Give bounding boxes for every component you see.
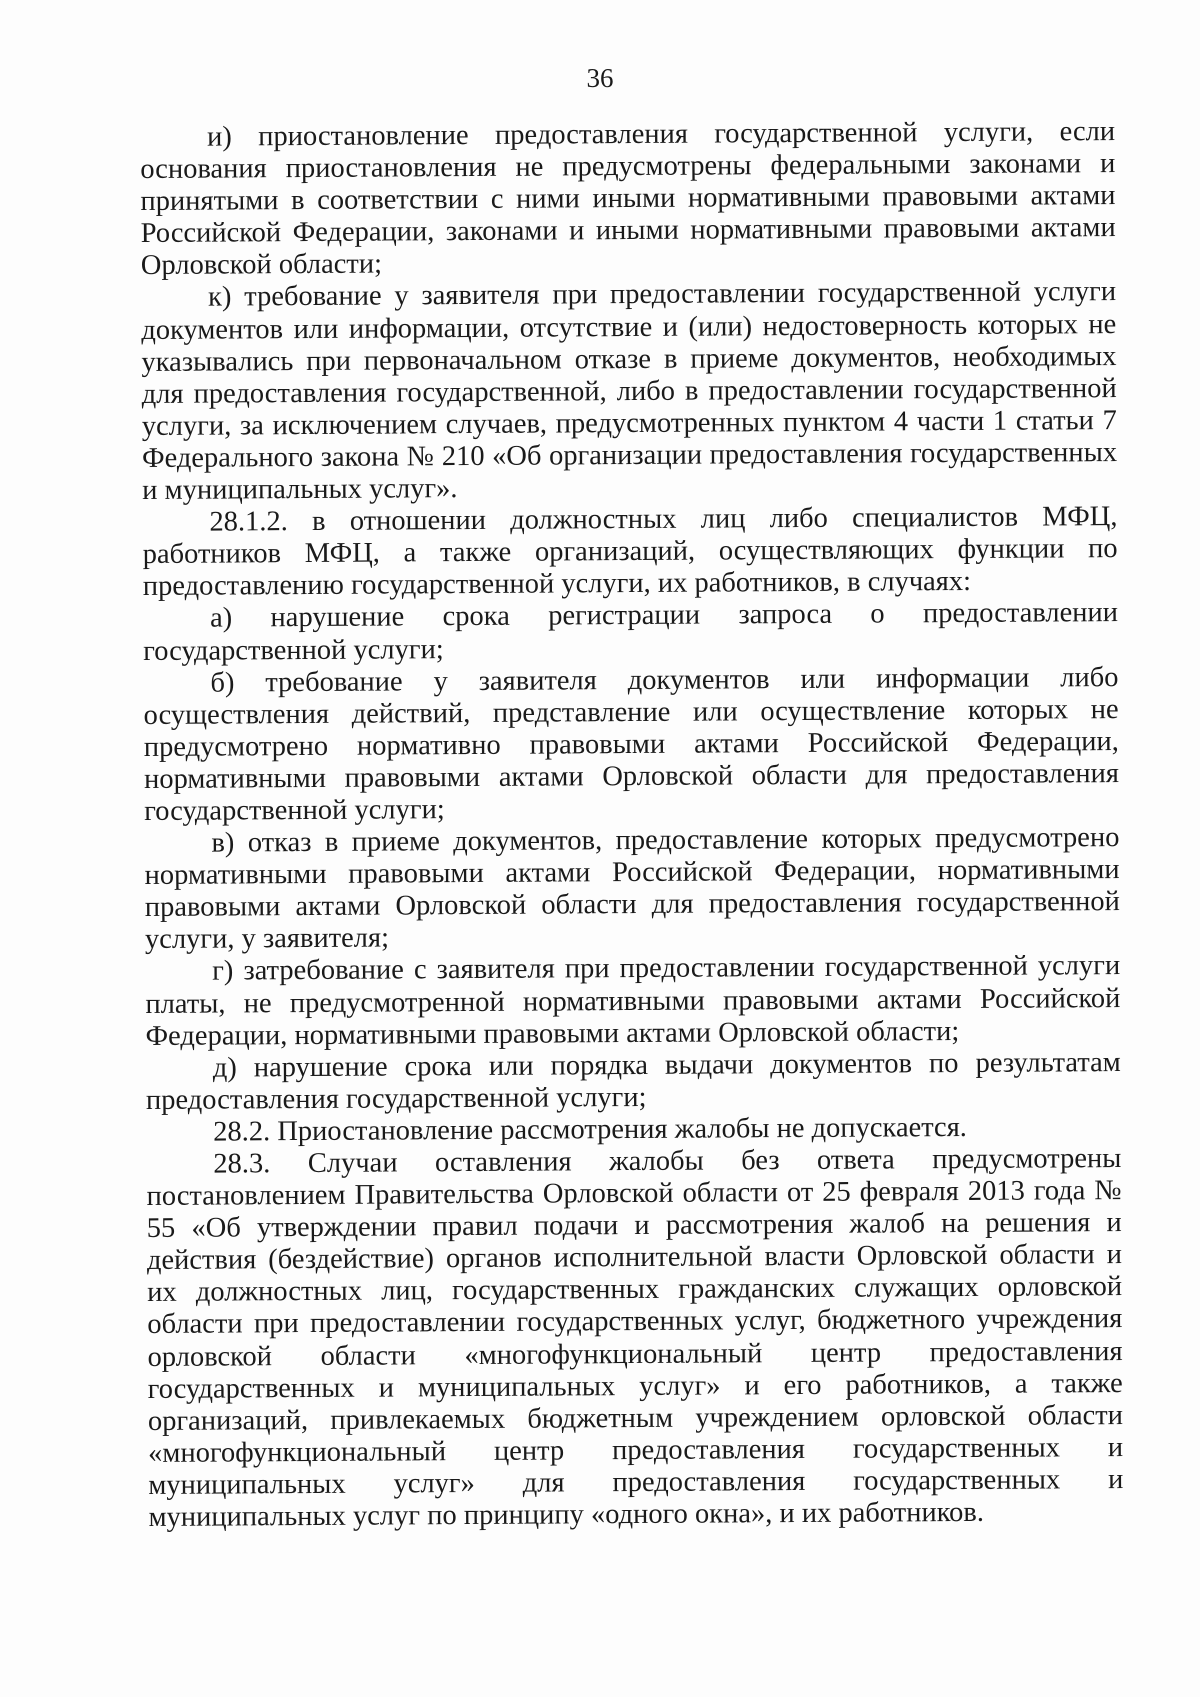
paragraph-item-b: б) требование у заявителя документов или информации либо осуществления действий, представление или осуществление которых не предусмотрено нормативно правовыми актами Российской Федерации, нормативными правовыми актами Орловской области для предоставления государственной услуги; <box>143 661 1120 827</box>
page-number: 36 <box>586 63 614 93</box>
paragraph-28-3: 28.3. Случаи оставления жалобы без ответа предусмотрены постановлением Правительства Орловской области от 25 февраля 2013 года № 55 «Об утверждении правил подачи и рассмотрения жалоб на решения и действия (бездействие) органов исполнительной власти Орловской области и их должностных лиц, государственных гражданских служащих орловской области при предоставлении государственных услуг, бюджетного учреждения орловской области «многофункциональный центр предоставления государственных и муниципальных услуг» и его работников, а также организаций, привлекаемых бюджетным учреждением орловской области «многофункциональный центр предоставления государственных и муниципальных услуг» для предоставления государственных и муниципальных услуг по принципу «одного окна», и их работников. <box>146 1143 1124 1534</box>
paragraph-item-i: и) приостановление предоставления государственной услуги, если основания приостановления не предусмотрены федеральными законами и принятыми в соответствии с ними иными нормативными правовыми актами Российской Федерации, законами и иными нормативными правовыми актами Орловской области; <box>140 116 1116 282</box>
paragraph-28-1-2: 28.1.2. в отношении должностных лиц либо специалистов МФЦ, работников МФЦ, а также организаций, осуществляющих функции по предоставлению государственной услуги, их работников, в случаях: <box>142 501 1118 603</box>
paragraph-28-2: 28.2. Приостановление рассмотрения жалобы не допускается. <box>213 1111 967 1148</box>
paragraph-item-g: г) затребование с заявителя при предоставлении государственной услуги платы, не предусмотренной нормативными правовыми актами Российской Федерации, нормативными правовыми актами Орловской области; <box>145 950 1121 1052</box>
paragraph-item-d: д) нарушение срока или порядка выдачи документов по результатам предоставления государственной услуги; <box>145 1046 1121 1116</box>
document-body <box>140 116 1124 1534</box>
paragraph-item-v: в) отказ в приеме документов, предоставление которых предусмотрено нормативными правовыми актами Российской Федерации, нормативными правовыми актами Орловской области для предоставления государственной услуги, у заявителя; <box>144 822 1120 956</box>
paragraph-item-k: к) требование у заявителя при предоставлении государственной услуги документов или информации, отсутствие и (или) недостоверность которых не указывались при первоначальном отказе в приеме документов, необходимых для предоставления государственной, либо в предоставлении государственной услуги, за исключением случаев, предусмотренных пунктом 4 части 1 статьи 7 Федерального закона № 210 «Об организации предоставления государственных и муниципальных услуг». <box>141 276 1118 507</box>
paragraph-item-a: а) нарушение срока регистрации запроса о предоставлении государственной услуги; <box>143 597 1119 667</box>
